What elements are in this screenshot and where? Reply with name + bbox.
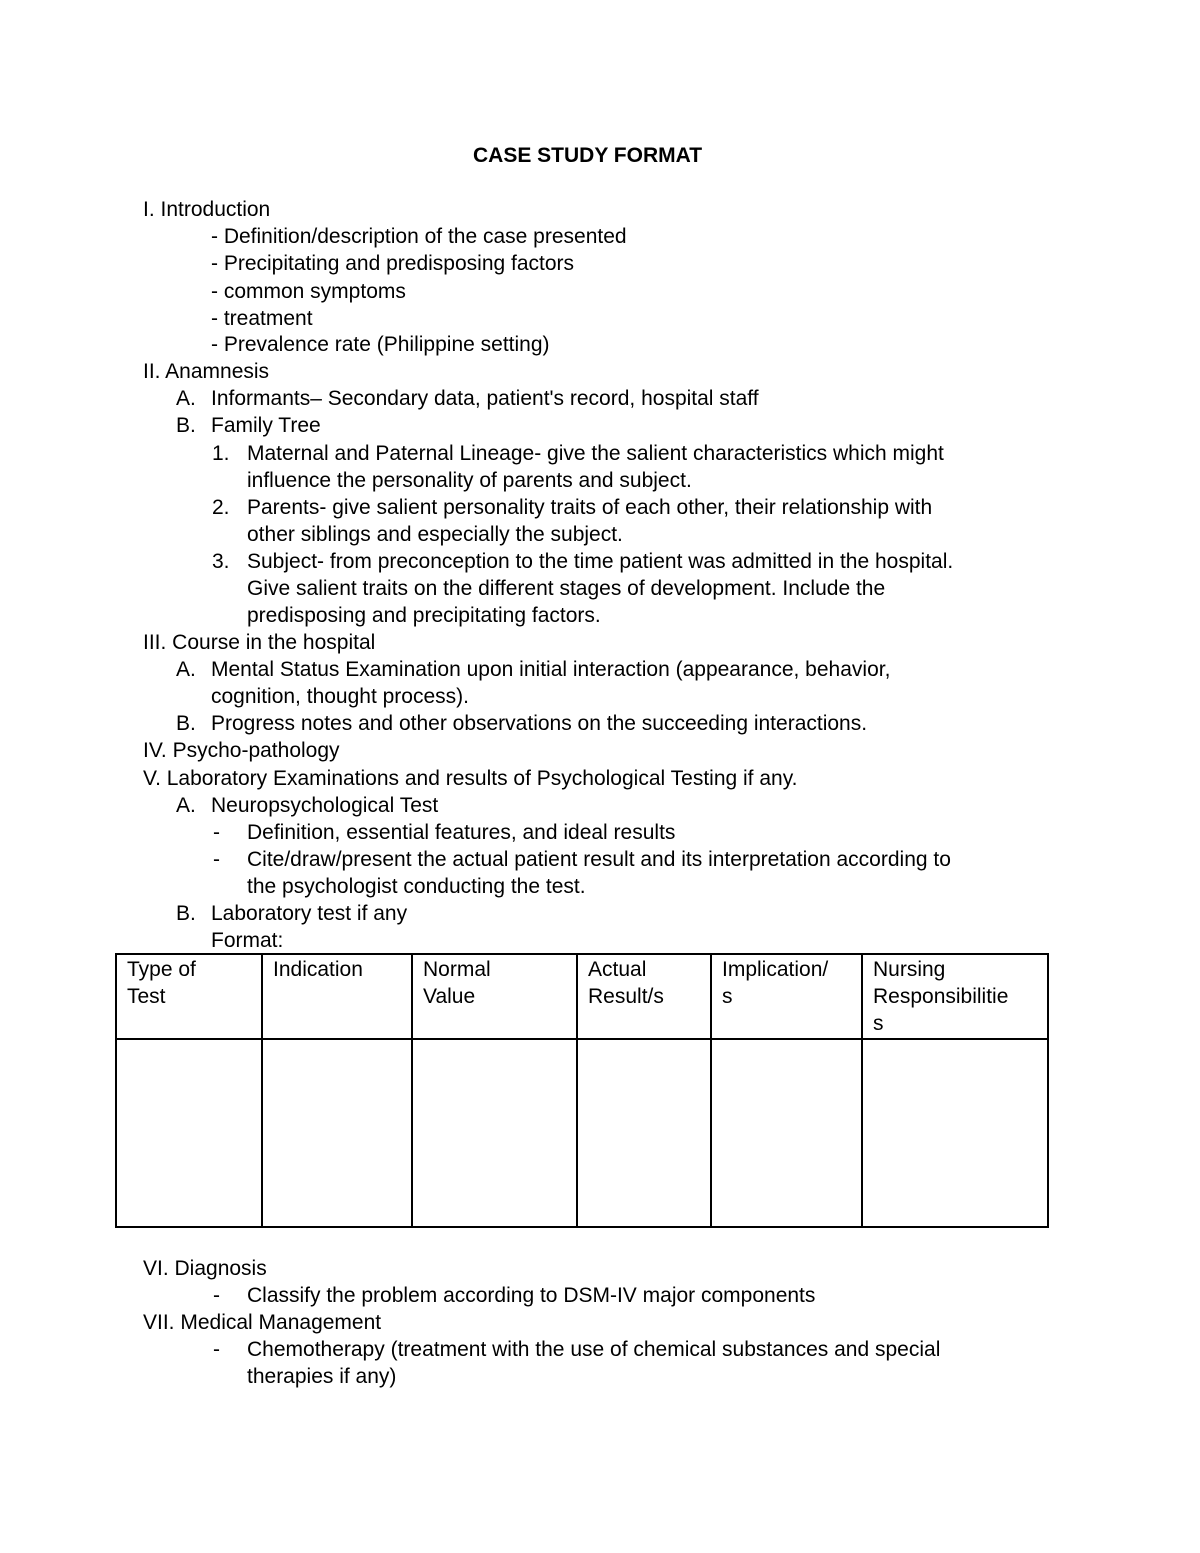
section-introduction-heading: I. Introduction bbox=[143, 198, 271, 221]
section-course-heading: III. Course in the hospital bbox=[143, 631, 376, 654]
table-cell bbox=[412, 1039, 577, 1227]
list-item: - Definition/description of the case presented bbox=[211, 225, 627, 248]
list-marker: B. bbox=[176, 902, 196, 925]
list-item: Cite/draw/present the actual patient result and its interpretation according to bbox=[247, 848, 951, 871]
list-marker: B. bbox=[176, 712, 196, 735]
list-item: Give salient traits on the different stages of development. Include the bbox=[247, 577, 886, 600]
section-medical-management-heading: VII. Medical Management bbox=[143, 1311, 382, 1334]
list-item: Family Tree bbox=[211, 414, 321, 437]
list-marker: - bbox=[213, 1284, 220, 1307]
list-item: other siblings and especially the subject. bbox=[247, 523, 623, 546]
table-header-cell bbox=[711, 954, 862, 1039]
list-item: Subject- from preconception to the time patient was admitted in the hospital. bbox=[247, 550, 954, 573]
list-item: - Prevalence rate (Philippine setting) bbox=[211, 333, 550, 356]
table-header-cell bbox=[116, 954, 262, 1039]
list-item: Classify the problem according to DSM-IV major components bbox=[247, 1284, 816, 1307]
list-marker: - bbox=[213, 848, 220, 871]
section-psychopathology-heading: IV. Psycho-pathology bbox=[143, 739, 340, 762]
list-marker: 1. bbox=[212, 442, 230, 465]
list-marker: - bbox=[213, 1338, 220, 1361]
section-anamnesis-heading: II. Anamnesis bbox=[143, 360, 270, 383]
list-marker: 2. bbox=[212, 496, 230, 519]
list-item: predisposing and precipitating factors. bbox=[247, 604, 601, 627]
list-marker: A. bbox=[176, 658, 196, 681]
header-normal-value: Normal Value bbox=[423, 958, 491, 1008]
table-header-cell bbox=[412, 954, 577, 1039]
list-item: - treatment bbox=[211, 307, 313, 330]
section-laboratory-heading: V. Laboratory Examinations and results of Psychological Testing if any. bbox=[143, 767, 798, 790]
table-header-cell bbox=[862, 954, 1048, 1039]
list-item: Mental Status Examination upon initial interaction (appearance, behavior, bbox=[211, 658, 891, 681]
list-item: - common symptoms bbox=[211, 280, 406, 303]
table-header-cell bbox=[262, 954, 412, 1039]
header-indication: Indication bbox=[273, 958, 363, 981]
list-item: Parents- give salient personality traits of each other, their relationship with bbox=[247, 496, 933, 519]
section-diagnosis-heading: VI. Diagnosis bbox=[143, 1257, 267, 1280]
list-item: Maternal and Paternal Lineage- give the salient characteristics which might bbox=[247, 442, 944, 465]
list-item: - Precipitating and predisposing factors bbox=[211, 252, 575, 275]
header-implications: Implication/ s bbox=[722, 958, 829, 1008]
list-marker: B. bbox=[176, 414, 196, 437]
list-item: Definition, essential features, and ideal results bbox=[247, 821, 676, 844]
table-header-cell bbox=[577, 954, 711, 1039]
list-marker: - bbox=[213, 821, 220, 844]
table-row bbox=[116, 1039, 1048, 1227]
list-marker: A. bbox=[176, 794, 196, 817]
list-item: the psychologist conducting the test. bbox=[247, 875, 586, 898]
list-marker: A. bbox=[176, 387, 196, 410]
table-cell bbox=[577, 1039, 711, 1227]
list-item: Neuropsychological Test bbox=[211, 794, 439, 817]
list-item: Chemotherapy (treatment with the use of chemical substances and special bbox=[247, 1338, 941, 1361]
header-type-of-test: Type of Test bbox=[127, 958, 196, 1008]
list-item: therapies if any) bbox=[247, 1365, 397, 1388]
format-label: Format: bbox=[211, 929, 284, 952]
list-item: Informants– Secondary data, patient's record, hospital staff bbox=[211, 387, 759, 410]
table-header-row bbox=[116, 954, 1048, 1039]
header-actual-results: Actual Result/s bbox=[588, 958, 664, 1008]
table-cell bbox=[862, 1039, 1048, 1227]
list-item: Laboratory test if any bbox=[211, 902, 408, 925]
table-cell bbox=[711, 1039, 862, 1227]
list-item: Progress notes and other observations on the succeeding interactions. bbox=[211, 712, 868, 735]
header-nursing-responsibilities: Nursing Responsibilitie s bbox=[873, 958, 1009, 1035]
page-title: CASE STUDY FORMAT bbox=[473, 144, 703, 167]
laboratory-format-table bbox=[115, 953, 1049, 1228]
list-marker: 3. bbox=[212, 550, 230, 573]
table-cell bbox=[262, 1039, 412, 1227]
list-item: cognition, thought process). bbox=[211, 685, 469, 708]
list-item: influence the personality of parents and subject. bbox=[247, 469, 692, 492]
table-cell bbox=[116, 1039, 262, 1227]
